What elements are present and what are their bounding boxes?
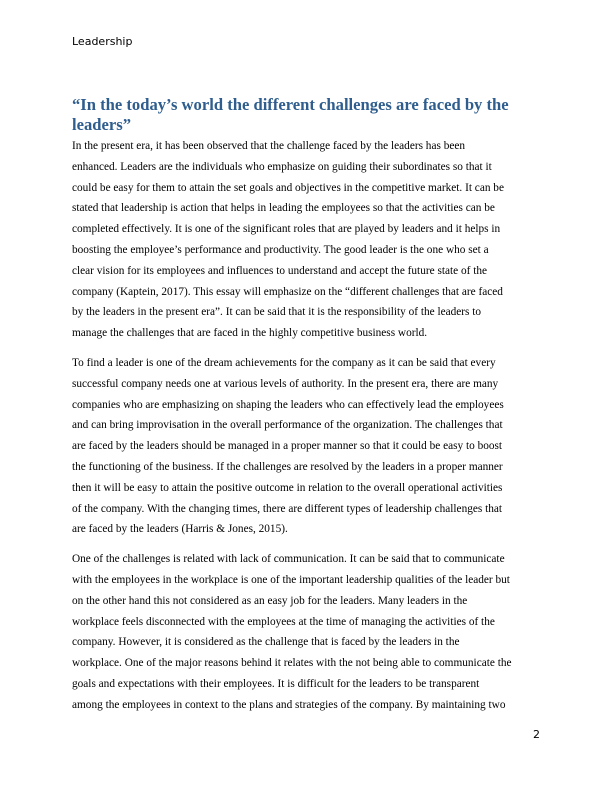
essay-body — [72, 136, 542, 725]
essay-title: “In the today’s world the different challenges are faced by the leaders” — [72, 95, 509, 134]
paragraph-3: One of the challenges is related with lack of communication. It can be said that to communicate with the employees in the workplace is one of the important leadership qualities of the leader but on the other hand this not considered as an easy job for the leaders. Many leaders in the workplace feels disconnected with the employees at the time of managing the activities of the company. However, it is considered as the challenge that is faced by the leaders in the workplace. One of the major reasons behind it relates with the not being able to communicate the goals and expectations with their employees. It is difficult for the leaders to be transparent among the employees in context to the plans and strategies of the company. By maintaining two — [72, 553, 512, 711]
paragraph-2: To find a leader is one of the dream achievements for the company as it can be said that every successful company needs one at various levels of authority. In the present era, there are many companies who are emphasizing on shaping the leaders who can effectively lead the employees and can bring improvisation in the overall performance of the organization. The challenges that are faced by the leaders should be managed in a proper manner so that it could be easy to boost the functioning of the business. If the challenges are resolved by the leaders in a proper manner then it will be easy to attain the positive outcome in relation to the overall operational activities of the company. With the changing times, there are different types of leadership challenges that are faced by the leaders (Harris & Jones, 2015). — [72, 356, 504, 536]
page-number: 2 — [533, 728, 540, 741]
paragraph-1: In the present era, it has been observed that the challenge faced by the leaders has been enhanced. Leaders are the individuals who emphasize on guiding their subordinates so that it could be easy for them to attain the set goals and objectives in the competitive market. It can be stated that leadership is action that helps in leading the employees so that the activities can be completed effectively. It is one of the significant roles that are played by leaders and it helps in boosting the employee’s performance and productivity. The good leader is the one who set a clear vision for its employees and influences to understand and accept the future state of the company (Kaptein, 2017). This essay will emphasize on the “different challenges that are faced by the leaders in the present era”. It can be said that it is the responsibility of the leaders to manage the challenges that are faced in the highly competitive business world. — [72, 140, 504, 340]
running-header: Leadership — [72, 35, 133, 48]
